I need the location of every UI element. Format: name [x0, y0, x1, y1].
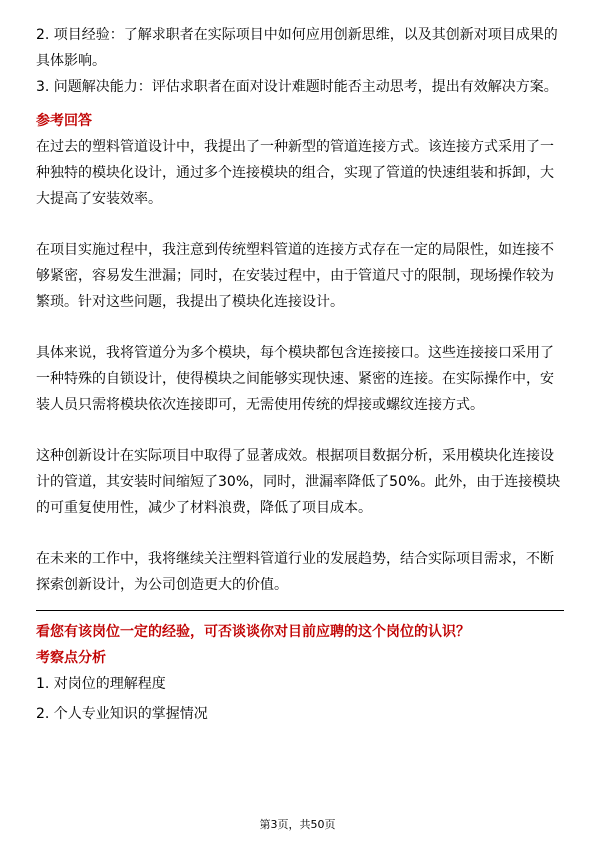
answer-heading: 参考回答	[36, 113, 92, 129]
paragraph: 这种创新设计在实际项目中取得了显著成效。根据项目数据分析，采用模块化连接设计的管道，其安装时间缩短了30%，同时，泄漏率降低了50%。此外，由于连接模块的可重复使用性，减少了材料浪费，降低了项目成本。	[36, 448, 561, 516]
paragraph: 在未来的工作中，我将继续关注塑料管道行业的发展趋势，结合实际项目需求，不断探索创新设计，为公司创造更大的价值。	[36, 551, 554, 593]
list-item: 1. 对岗位的理解程度	[36, 676, 166, 692]
page-footer: 第3页，共50页	[259, 818, 336, 831]
question-heading: 看您有该岗位一定的经验，可否谈谈你对目前应聘的这个岗位的认识？	[36, 624, 470, 640]
paragraph: 在过去的塑料管道设计中，我提出了一种新型的管道连接方式。该连接方式采用了一种独特的模块化设计，通过多个连接模块的组合，实现了管道的快速组装和拆卸，大大提高了安装效率。	[36, 139, 554, 207]
document-body	[36, 0, 564, 727]
list-item: 2. 个人专业知识的掌握情况	[36, 706, 208, 722]
paragraph: 在项目实施过程中，我注意到传统塑料管道的连接方式存在一定的局限性，如连接不够紧密，容易发生泄漏；同时，在安装过程中，由于管道尺寸的限制，现场操作较为繁琐。针对这些问题，我提出了模块化连接设计。	[36, 242, 554, 310]
list-item: 2. 项目经验：了解求职者在实际项目中如何应用创新思维，以及其创新对项目成果的具体影响。	[36, 27, 558, 69]
divider	[36, 610, 564, 611]
list-item: 3. 问题解决能力：评估求职者在面对设计难题时能否主动思考，提出有效解决方案。	[36, 79, 558, 95]
analysis-heading: 考察点分析	[36, 650, 106, 666]
paragraph: 具体来说，我将管道分为多个模块，每个模块都包含连接接口。这些连接接口采用了一种特殊的自锁设计，使得模块之间能够实现快速、紧密的连接。在实际操作中，安装人员只需将模块依次连接即可，无需使用传统的焊接或螺纹连接方式。	[36, 345, 554, 413]
